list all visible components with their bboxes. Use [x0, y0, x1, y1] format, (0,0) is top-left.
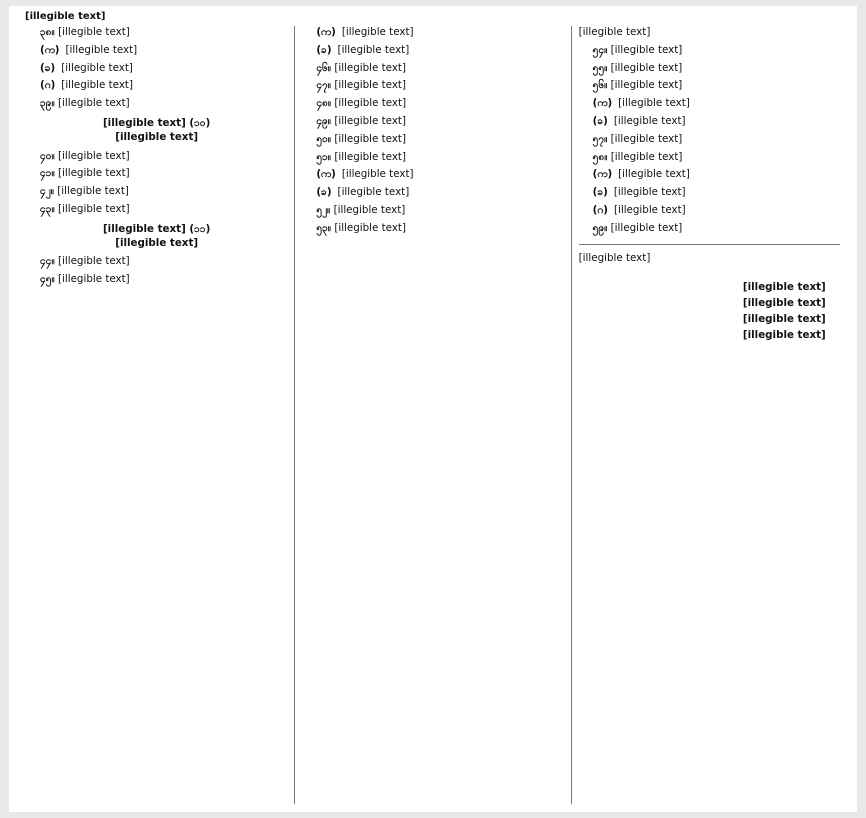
signature-block: [579, 279, 840, 343]
sub-clause: [593, 186, 840, 200]
sub-clause-label: (ဂ): [592, 203, 608, 216]
sub-clause-label: (ခ): [40, 61, 56, 74]
clause-47: [302, 79, 563, 93]
clause-39: [26, 97, 287, 111]
clause-number: ၅၃။: [316, 221, 332, 234]
clause-59: [579, 222, 840, 236]
clause-text: [illegible text]: [334, 221, 406, 234]
clause-number: ၅၈။: [592, 150, 608, 163]
sub-clause-label: (က): [592, 168, 613, 181]
clause-56: [579, 79, 840, 93]
clause-number: ၄၆။: [316, 61, 332, 74]
continued-text-body: [illegible text]: [578, 26, 651, 38]
clause-text: [illegible text]: [610, 43, 683, 56]
clause-text: [illegible text]: [57, 202, 130, 215]
clause-50: [302, 133, 563, 147]
sub-clause: [316, 168, 563, 182]
clause-number: ၄၁။: [40, 167, 55, 180]
clause-text: [illegible text]: [334, 150, 406, 163]
sub-clause-text: [illegible text]: [613, 114, 686, 127]
clause-text: [illegible text]: [57, 167, 130, 180]
clause-text: [illegible text]: [333, 203, 406, 216]
clause-text: [illegible text]: [334, 132, 406, 145]
sub-clause-text: [illegible text]: [337, 186, 410, 199]
sub-clause-text: [illegible text]: [613, 186, 686, 199]
chapter-11-title: [illegible text]: [115, 236, 199, 249]
sub-clause-label: (က): [316, 168, 336, 181]
sub-clause-text: [illegible text]: [341, 26, 414, 38]
clause-text: [illegible text]: [57, 97, 130, 110]
clause-48: [302, 97, 563, 111]
sub-clause-text: [illegible text]: [618, 168, 690, 181]
clause-38: [26, 26, 287, 40]
sub-clause-label: (ခ): [316, 186, 332, 199]
sub-clause-label: (က): [592, 97, 613, 110]
clause-text: [illegible text]: [334, 79, 406, 92]
column-1: [19, 26, 294, 804]
clause-text: [illegible text]: [610, 61, 683, 74]
sub-clause-label: (က): [40, 43, 60, 56]
signatory-body: [illegible text]: [742, 329, 826, 342]
chapter-11-heading: [illegible text] (၁၁): [102, 222, 211, 235]
approval-note: [illegible text]: [579, 244, 840, 266]
clause-46: [302, 62, 563, 76]
sub-clause: [593, 97, 840, 111]
clause-45: [26, 273, 287, 287]
clause-number: ၃၈။: [40, 26, 55, 38]
sub-clause-label: (ခ): [316, 43, 332, 56]
clause-number: ၅၉။: [592, 221, 608, 234]
sub-clause-label: (ဂ): [40, 79, 56, 92]
columns: [19, 26, 847, 804]
signatory-name: [illegible text]: [742, 281, 826, 294]
clause-40: [26, 150, 287, 164]
clause-43: [26, 203, 287, 217]
sub-clause: [593, 168, 840, 182]
clause-number: ၅၆။: [592, 79, 608, 92]
sub-clause-label: (ခ): [592, 186, 608, 199]
clause-number: ၃၉။: [40, 97, 55, 110]
clause-text: [illegible text]: [57, 149, 130, 162]
sub-clause: [40, 44, 287, 58]
clause-number: ၅၇။: [592, 132, 608, 145]
clause-text: [illegible text]: [610, 150, 683, 163]
sub-clause: [316, 186, 563, 200]
clause-text: [illegible text]: [610, 221, 683, 234]
page-header-tag: [illegible text]: [25, 11, 106, 22]
clause-text: [illegible text]: [334, 61, 406, 74]
clause-number: ၄၅။: [40, 273, 55, 286]
clause-number: ၄၃။: [40, 202, 55, 215]
clause-42: [26, 185, 287, 199]
sub-clause-text: [illegible text]: [337, 43, 410, 56]
sub-clause: [593, 204, 840, 218]
clause-54: [579, 44, 840, 58]
clause-text: [illegible text]: [610, 132, 683, 145]
clause-number: ၅၄။: [592, 43, 608, 56]
clause-text: [illegible text]: [334, 114, 406, 127]
clause-number: ၄၀။: [40, 149, 55, 162]
sub-clause-label: (ခ): [592, 114, 608, 127]
sub-clause: [40, 79, 287, 93]
sub-clause-text: [illegible text]: [61, 61, 133, 74]
clause-number: ၅၂။: [316, 203, 331, 216]
clause-text: [illegible text]: [57, 185, 129, 198]
clause-number: ၅၀။: [316, 132, 332, 145]
sub-clause-text: [illegible text]: [65, 43, 138, 56]
sub-clause: [316, 26, 563, 40]
sub-clause: [40, 62, 287, 76]
clause-text: [illegible text]: [610, 79, 683, 92]
clause-49: [302, 115, 563, 129]
sub-clause-label: (က): [316, 26, 336, 38]
sub-clause-text: [illegible text]: [341, 168, 414, 181]
continued-text: [579, 26, 840, 40]
sub-clause-text: [illegible text]: [613, 203, 686, 216]
clause-51: [302, 151, 563, 165]
signatory-rank: [illegible text]: [742, 297, 826, 310]
clause-58: [579, 151, 840, 165]
clause-number: ၄၇။: [316, 79, 332, 92]
clause-text: [illegible text]: [57, 255, 130, 268]
document-page: [9, 6, 857, 812]
clause-text: [illegible text]: [57, 273, 130, 286]
clause-text: [illegible text]: [334, 97, 407, 110]
clause-57: [579, 133, 840, 147]
clause-number: ၄၈။: [316, 97, 332, 110]
sub-clause-text: [illegible text]: [61, 79, 133, 92]
clause-53: [302, 222, 563, 236]
clause-number: ၄၉။: [316, 114, 332, 127]
sub-clause: [316, 44, 563, 58]
sub-clause-text: [illegible text]: [618, 97, 690, 110]
clause-44: [26, 255, 287, 269]
clause-text: [illegible text]: [58, 26, 130, 38]
column-3: [571, 26, 847, 804]
clause-number: ၅၅။: [592, 61, 608, 74]
chapter-10-title: [illegible text]: [115, 130, 199, 143]
clause-number: ၄၄။: [40, 255, 55, 268]
signatory-role: [illegible text]: [742, 313, 826, 326]
clause-55: [579, 62, 840, 76]
clause-number: ၄၂။: [40, 185, 54, 198]
clause-41: [26, 167, 287, 181]
clause-52: [302, 204, 563, 218]
chapter-10-heading: [illegible text] (၁၀): [102, 116, 211, 129]
clause-number: ၅၁။: [316, 150, 332, 163]
sub-clause: [593, 115, 840, 129]
column-2: [294, 26, 570, 804]
